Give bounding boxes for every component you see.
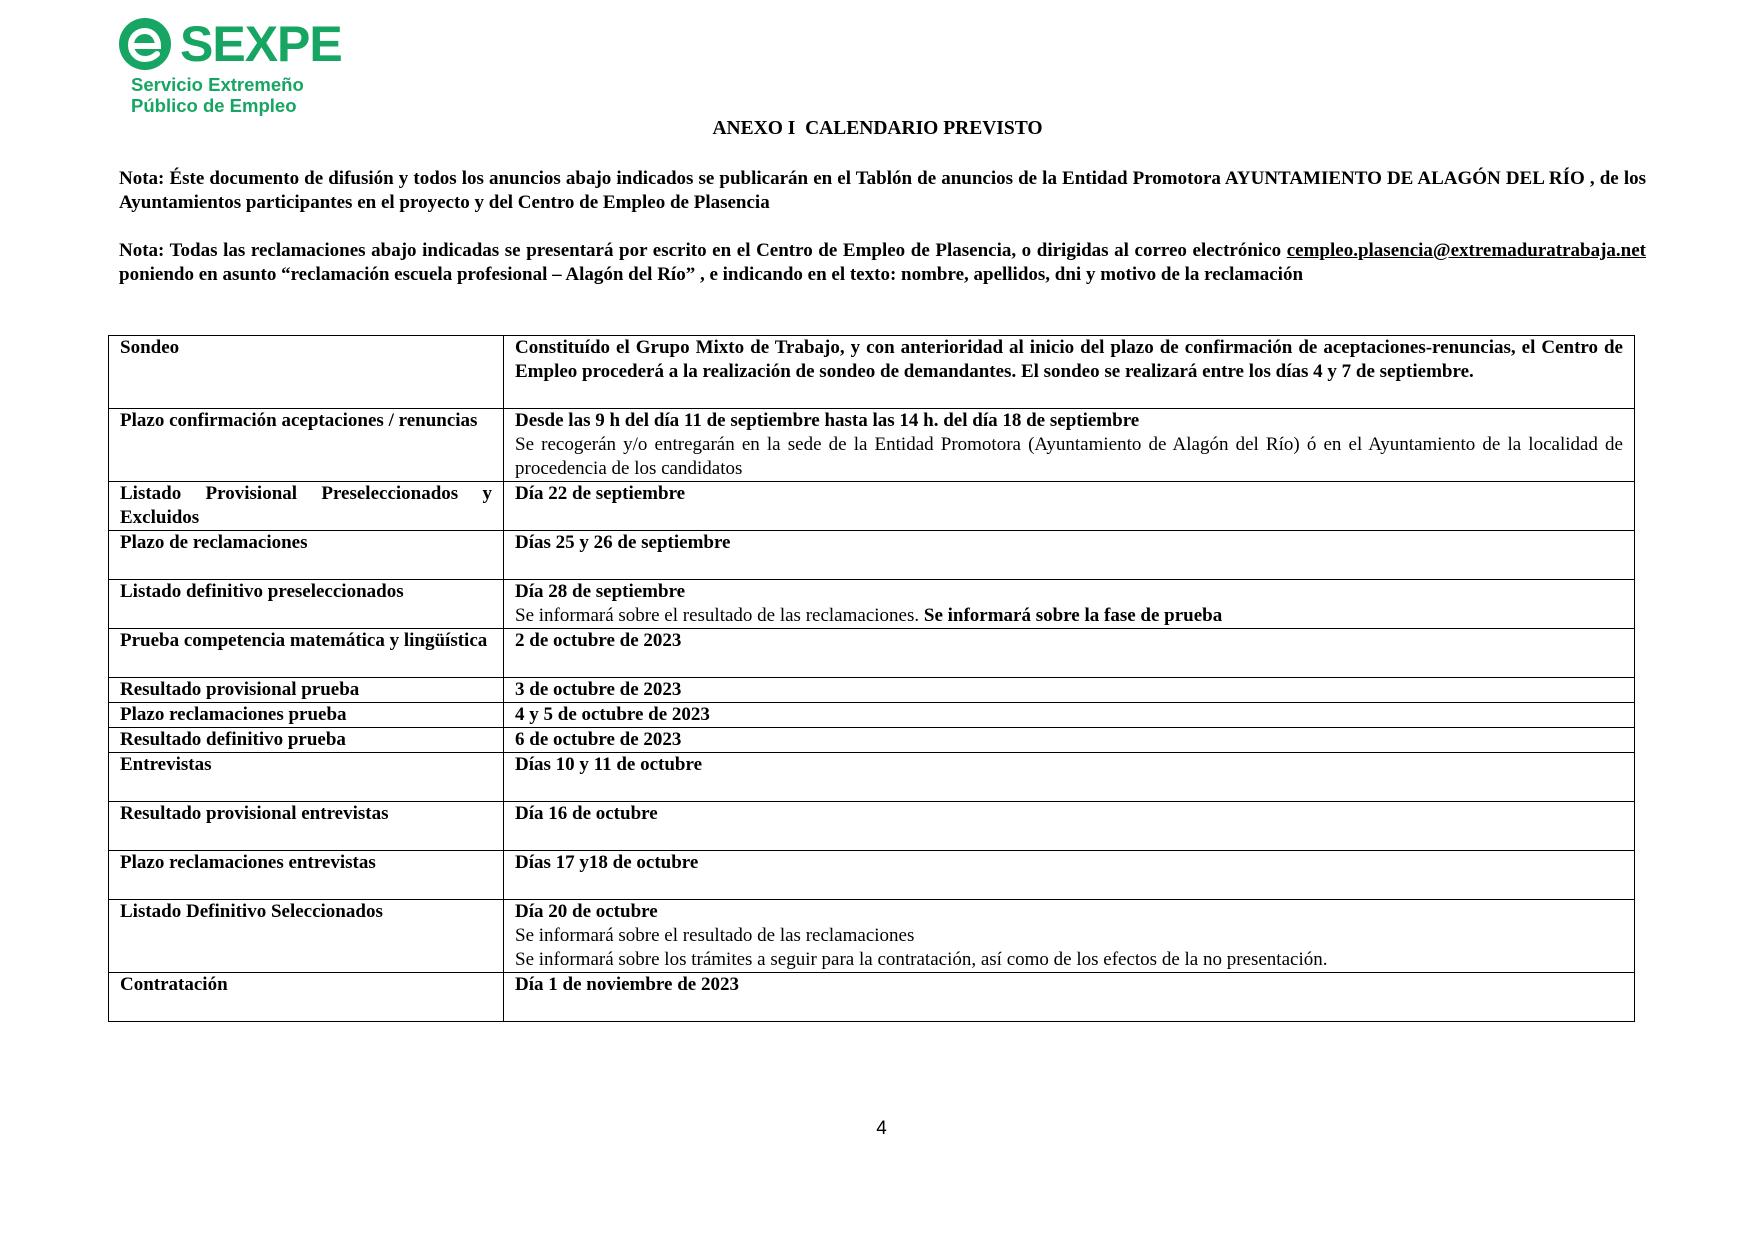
- claims-email-link[interactable]: cempleo.plasencia@extremaduratrabaja.net: [1286, 240, 1646, 261]
- row-value: [504, 973, 1635, 1022]
- table-row: [109, 336, 1635, 409]
- table-row: [109, 851, 1635, 900]
- table-row: [109, 678, 1635, 703]
- logo-subtitle: [131, 74, 304, 116]
- row-value: [504, 753, 1635, 802]
- logo-subtitle-line2: Público de Empleo: [131, 95, 297, 116]
- row-label: Plazo reclamaciones entrevistas: [109, 851, 504, 900]
- row-value-main: Día 22 de septiembre: [515, 483, 686, 504]
- row-value: [504, 580, 1635, 629]
- table-row: [109, 580, 1635, 629]
- row-value: [504, 409, 1635, 482]
- document-title: ANEXO I CALENDARIO PREVISTO: [712, 118, 1043, 139]
- table-row: [109, 409, 1635, 482]
- row-value: [504, 703, 1635, 728]
- row-label: Plazo de reclamaciones: [109, 531, 504, 580]
- table-row: [109, 900, 1635, 973]
- table-row: [109, 973, 1635, 1022]
- row-value-main: 3 de octubre de 2023: [515, 679, 682, 700]
- logo-subtitle-line1: Servicio Extremeño: [131, 74, 304, 95]
- sexpe-logo: [118, 16, 342, 116]
- row-value: [504, 678, 1635, 703]
- row-label: Plazo confirmación aceptaciones / renuncias: [109, 409, 504, 482]
- sexpe-e-icon: [118, 16, 178, 72]
- row-value: [504, 482, 1635, 531]
- row-value-main: Día 1 de noviembre de 2023: [515, 974, 739, 995]
- row-value: [504, 900, 1635, 973]
- row-value-main: Días 25 y 26 de septiembre: [515, 532, 731, 553]
- row-value: [504, 802, 1635, 851]
- table-row: [109, 728, 1635, 753]
- row-value-main: Día 28 de septiembre: [515, 581, 686, 602]
- row-label: Contratación: [109, 973, 504, 1022]
- row-value-main: Días 17 y18 de octubre: [515, 852, 699, 873]
- row-value-main: Constituído el Grupo Mixto de Trabajo, y con anterioridad al inicio del plazo de confirmación de aceptaciones-renuncias, el Centro de Empleo procederá a la realización de sondeo de demandantes. El sondeo se realizará entre los días 4 y 7 de septiembre.: [515, 337, 1623, 382]
- row-label: Resultado definitivo prueba: [109, 728, 504, 753]
- table-row: [109, 802, 1635, 851]
- row-value-detail-bold: Se informará sobre la fase de prueba: [923, 605, 1223, 626]
- logo-wordmark: SEXPE: [180, 16, 342, 72]
- row-value-main: Día 16 de octubre: [515, 803, 658, 824]
- row-label: Listado Definitivo Seleccionados: [109, 900, 504, 973]
- calendar-table: [108, 335, 1635, 1022]
- note-publication: Nota: Éste documento de difusión y todos los anuncios abajo indicados se publicarán en el Tablón de anuncios de la Entidad Promotora AYUNTAMIENTO DE ALAGÓN DEL RÍO , de los Ayuntamientos participantes en el proyecto y del Centro de Empleo de Plasencia: [119, 168, 1646, 213]
- note-claims-text-before: Nota: Todas las reclamaciones abajo indicadas se presentará por escrito en el Centro de Empleo de Plasencia, o dirigidas al correo electrónico: [119, 240, 1287, 261]
- row-value: [504, 629, 1635, 678]
- row-label: Sondeo: [109, 336, 504, 409]
- row-value-detail: Se recogerán y/o entregarán en la sede de la Entidad Promotora (Ayuntamiento de Alagón del Río) ó en el Ayuntamiento de la localidad de procedencia de los candidatos: [515, 434, 1623, 479]
- row-value-main: Días 10 y 11 de octubre: [515, 754, 703, 775]
- note-claims-text-after: poniendo en asunto “reclamación escuela profesional – Alagón del Río” , e indicando en el texto: nombre, apellidos, dni y motivo de la reclamación: [119, 264, 1304, 285]
- row-value: [504, 851, 1635, 900]
- table-row: [109, 629, 1635, 678]
- note-claims: [119, 239, 1646, 287]
- row-value-main: Día 20 de octubre: [515, 901, 658, 922]
- row-value-detail: Se informará sobre el resultado de las reclamaciones: [515, 925, 915, 946]
- row-value-main: Desde las 9 h del día 11 de septiembre hasta las 14 h. del día 18 de septiembre: [515, 410, 1140, 431]
- row-value: [504, 728, 1635, 753]
- row-label: Entrevistas: [109, 753, 504, 802]
- row-label: Prueba competencia matemática y lingüística: [109, 629, 504, 678]
- row-value-main: 6 de octubre de 2023: [515, 729, 682, 750]
- table-row: [109, 753, 1635, 802]
- row-label: Resultado provisional entrevistas: [109, 802, 504, 851]
- row-value-detail-2: Se informará sobre los trámites a seguir para la contratación, así como de los efectos de la no presentación.: [515, 949, 1328, 970]
- table-row: [109, 482, 1635, 531]
- row-value-detail: Se informará sobre el resultado de las reclamaciones.: [515, 605, 924, 626]
- page-number: 4: [876, 1118, 887, 1139]
- row-value: [504, 531, 1635, 580]
- row-label: Listado definitivo preseleccionados: [109, 580, 504, 629]
- row-label: Resultado provisional prueba: [109, 678, 504, 703]
- row-value: [504, 336, 1635, 409]
- row-label: Listado Provisional Preseleccionados y Excluidos: [109, 482, 504, 531]
- table-row: [109, 531, 1635, 580]
- row-value-main: 2 de octubre de 2023: [515, 630, 682, 651]
- row-label: Plazo reclamaciones prueba: [109, 703, 504, 728]
- table-row: [109, 703, 1635, 728]
- row-value-main: 4 y 5 de octubre de 2023: [515, 704, 710, 725]
